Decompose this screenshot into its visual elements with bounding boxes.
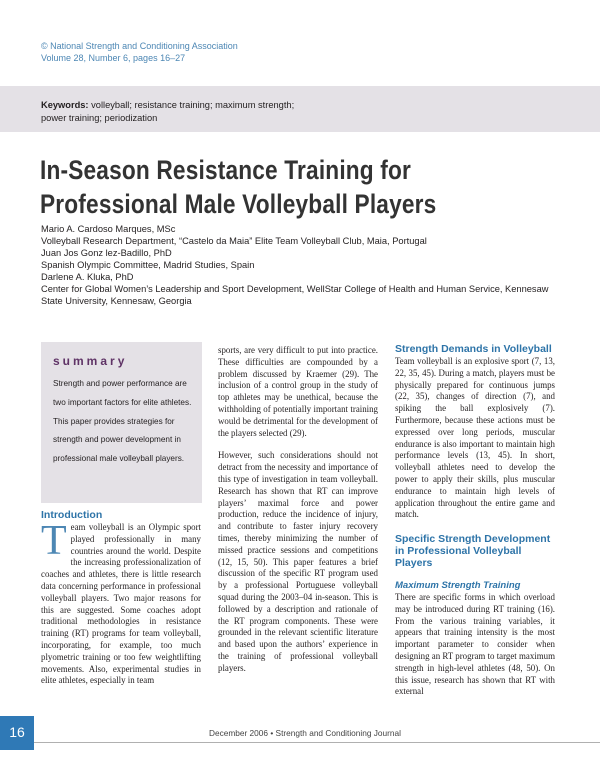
introduction-text: eam volleyball is an Olympic sport played professionally in many countries around the world. Despite the increasing professionalization of coaches and athletes, there is little research data concerning performance in professional volleyball players. Two major reasons for this are suggested. Some coaches adopt traditional methodologies in resistance training (RT) programs for team volleyball, incorporating, for example, too much plyometric training or too few weightlifting movements. Also, experimental studies in elite athletes, especially in team (41, 522, 201, 686)
column-2-body (218, 345, 378, 675)
strength-demands-heading: Strength Demands in Volleyball (395, 343, 552, 355)
keywords-line-1: volleyball; resistance training; maximum strength; (91, 100, 295, 110)
paragraph: There are specific forms in which overload may be introduced during RT training (16). From the various training variables, it appears that training intensity is the most important parameter to consider when designing an RT program to target maximum strength in high-level athletes (48, 50). On this issue, research has shown that RT with external (395, 592, 555, 697)
paragraph: However, such considerations should not detract from the necessity and importance of this type of investigation in team volleyball. Research has shown that RT can improve players’ maximal force and power production, reduce the incidence of injury, and contribute to faster injury recovery times, thereby minimizing the number of missed practice sessions and competitions (12, 15, 50). This paper features a brief discussion of the specific RT program used by a professional Portuguese volleyball squad during the 2003–04 in-season. This is followed by a description and rationale of the RT program components. These were grounded in the relevant scientific literature and based upon the authors’ experience in the training of professional volleyball players. (218, 450, 378, 673)
author-affiliation: Spanish Olympic Committee, Madrid Studies, Spain (41, 259, 255, 270)
maximum-strength-body (395, 592, 555, 698)
maximum-strength-subheading: Maximum Strength Training (395, 580, 521, 591)
paragraph: sports, are very difficult to put into practice. These difficulties are compounded by a problem discussed by Kraemer (29). The inclusion of a control group in the study of top athletes may be unethical, because the withholding of potentially important training would be detrimental for the development of the players selected (29). (218, 345, 378, 438)
journal-meta (41, 40, 238, 64)
keywords-line-2: power training; periodization (41, 112, 158, 123)
author-name: Mario A. Cardoso Marques, MSc (41, 224, 176, 234)
title-line-2: Professional Male Volleyball Players (40, 189, 437, 219)
author-name: Darlene A. Kluka, PhD (41, 272, 134, 283)
copyright-line: © National Strength and Conditioning Association (41, 41, 238, 51)
specific-strength-heading: Specific Strength Development in Professional Volleyball Players (395, 533, 551, 569)
drop-cap: T (41, 518, 67, 564)
summary-heading: summary (53, 354, 128, 368)
footer-rule (0, 742, 600, 743)
introduction-body (41, 518, 201, 687)
keywords-label: Keywords: (41, 100, 89, 110)
page-number: 16 (9, 724, 25, 740)
author-affiliation: Center for Global Women’s Leadership and Sport Development, WellStar College of Health and Human Service, Kennesaw State University, Kennesaw, Georgia (41, 283, 549, 306)
author-affiliation: Volleyball Research Department, “Castelo da Maia” Elite Team Volleyball Club, Maia, Portugal (41, 235, 427, 246)
strength-demands-body (395, 356, 555, 521)
article-title (40, 153, 477, 221)
keywords (41, 99, 361, 124)
author-name: Juan Jos Gonz lez-Badillo, PhD (41, 248, 172, 259)
author-list (41, 224, 561, 307)
introduction-heading: Introduction (41, 509, 103, 521)
paragraph: Team volleyball is an explosive sport (7, 13, 22, 35, 45). During a match, players must be physically prepared for continuous jumps (22, 35), changes of direction (7), and spiking the ball explosively (7). Furthermore, because these actions must be expressed over long periods, muscular endurance is also important to maintain high performance levels (13, 45). In short, volleyball athletes need to develop the power to apply their skills, plus muscular endurance to maintain high levels of application throughout the entire game and match. (395, 356, 555, 520)
footer-journal: December 2006 • Strength and Conditioning Journal (208, 728, 401, 738)
title-line-1: In-Season Resistance Training for (40, 155, 412, 185)
summary-text: Strength and power performance are two important factors for elite athletes. This paper provides strategies for strength and power development in professional male volleyball players. (53, 379, 192, 464)
volume-line: Volume 28, Number 6, pages 16–27 (41, 53, 186, 63)
